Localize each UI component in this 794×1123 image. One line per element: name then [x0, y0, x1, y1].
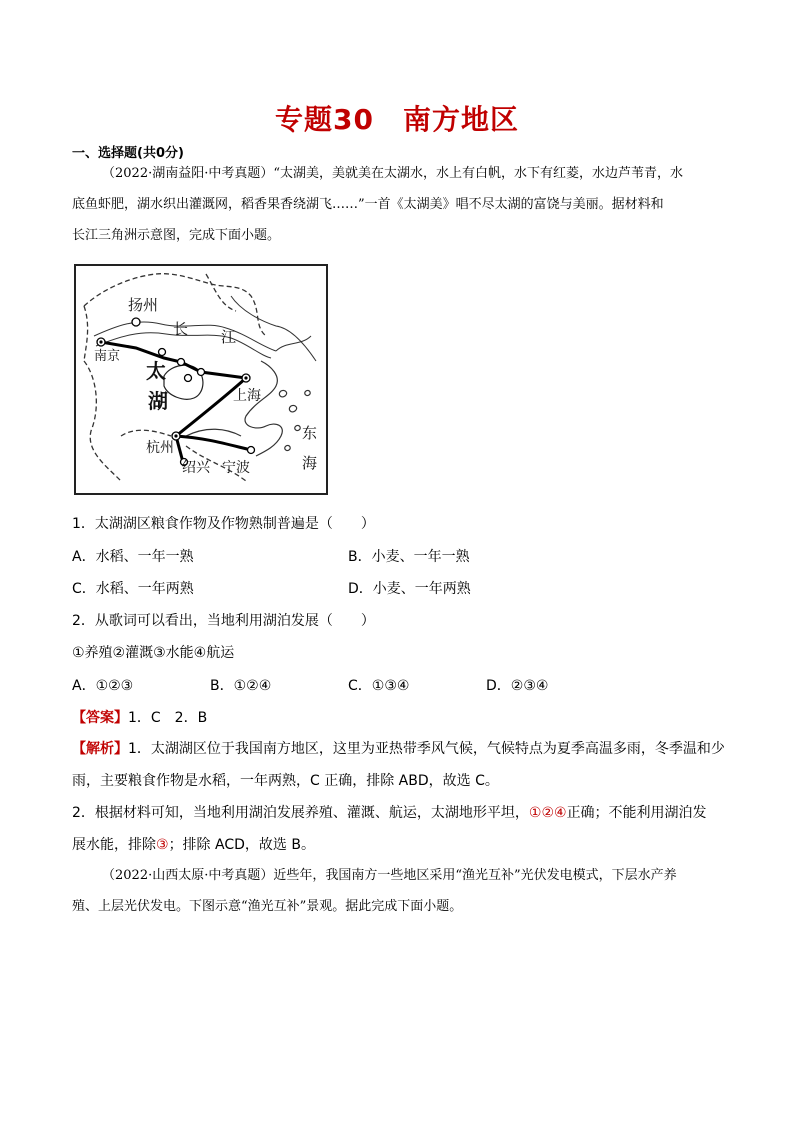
- map-label-chang: 长: [173, 320, 189, 338]
- intro1-line1: “太湖美，美就美在太湖水，水上有白帆，水下有红菱，水边芦苇青，水: [273, 166, 684, 181]
- q1-option-d[interactable]: D．小麦、一年两熟: [348, 581, 471, 597]
- map-label-jiang: 江: [221, 328, 237, 346]
- intro-paragraph-2: [72, 860, 722, 922]
- q2-option-a[interactable]: A．①②③: [72, 678, 134, 694]
- map-label-yangzhou: 扬州: [128, 296, 159, 314]
- analysis-line4b: ③: [156, 837, 169, 853]
- analysis-line3a: 2．根据材料可知，当地利用湖泊发展养殖、灌溉、航运，太湖地形平坦，: [72, 805, 529, 821]
- intro1-line3: 长江三角洲示意图，完成下面小题。: [72, 228, 281, 243]
- analysis-line3b: ①②④: [528, 805, 567, 821]
- map-label-tai: 太: [146, 359, 166, 383]
- analysis-label: 【解析】: [72, 741, 128, 757]
- map-label-hai: 海: [302, 454, 318, 472]
- q1-option-b[interactable]: B．小麦、一年一熟: [348, 549, 470, 565]
- map-drawing: [76, 266, 326, 493]
- intro2-line1: 近些年，我国南方一些地区采用“渔光互补”光伏发电模式，下层水产养: [273, 868, 677, 883]
- analysis-line4a: 展水能，排除: [72, 837, 156, 853]
- intro1-source: （2022·湖南益阳·中考真题）: [102, 166, 274, 181]
- map-label-shanghai: 上海: [233, 388, 261, 404]
- q2-option-b[interactable]: B．①②④: [210, 678, 272, 694]
- intro1-line2: 底鱼虾肥，湖水织出灌溉网，稻香果香绕湖飞……”一首《太湖美》唱不尽太湖的富饶与美丽。据材料和: [72, 197, 664, 212]
- section-heading: 一、选择题(共0分): [72, 146, 184, 161]
- intro2-source: （2022·山西太原·中考真题）: [102, 868, 274, 883]
- analysis-line2: 雨，主要粮食作物是水稻，一年两熟，C 正确，排除 ABD，故选 C。: [72, 773, 499, 789]
- map-label-nanjing: 南京: [94, 349, 121, 364]
- analysis-block: [72, 733, 727, 861]
- map-label-shaoxing: 绍兴: [182, 460, 210, 476]
- q1-option-a[interactable]: A．水稻、一年一熟: [72, 549, 194, 565]
- q2-option-c[interactable]: C．①③④: [348, 678, 410, 694]
- question-2-items: ①养殖②灌溉③水能④航运: [72, 645, 235, 661]
- intro-paragraph-1: [72, 158, 722, 251]
- analysis-line4c: ；排除 ACD，故选 B。: [168, 837, 315, 853]
- map-label-ningbo: 宁波: [222, 460, 250, 476]
- q2-option-d[interactable]: D．②③④: [486, 678, 549, 694]
- q1-option-c[interactable]: C．水稻、一年两熟: [72, 581, 194, 597]
- map-label-dong: 东: [302, 424, 318, 442]
- intro2-line2: 殖、上层光伏发电。下图示意“渔光互补”景观。据此完成下面小题。: [72, 899, 463, 914]
- map-label-hangzhou: 杭州: [146, 440, 174, 456]
- question-1-stem: 1．太湖湖区粮食作物及作物熟制普遍是（ ）: [72, 516, 375, 532]
- question-2-stem: 2．从歌词可以看出，当地利用湖泊发展（ ）: [72, 613, 375, 629]
- answer-line: [72, 707, 207, 727]
- map-label-hu: 湖: [148, 389, 168, 413]
- answer-text: 1．C 2．B: [128, 710, 208, 726]
- yangtze-delta-map: [74, 264, 328, 495]
- page-title: 专题30 南方地区: [275, 103, 519, 136]
- analysis-line3c: 正确；不能利用湖泊发: [566, 805, 707, 821]
- answer-label: 【答案】: [72, 710, 128, 726]
- analysis-line1: 1．太湖湖区位于我国南方地区，这里为亚热带季风气候，气候特点为夏季高温多雨，冬季温和少: [128, 741, 725, 757]
